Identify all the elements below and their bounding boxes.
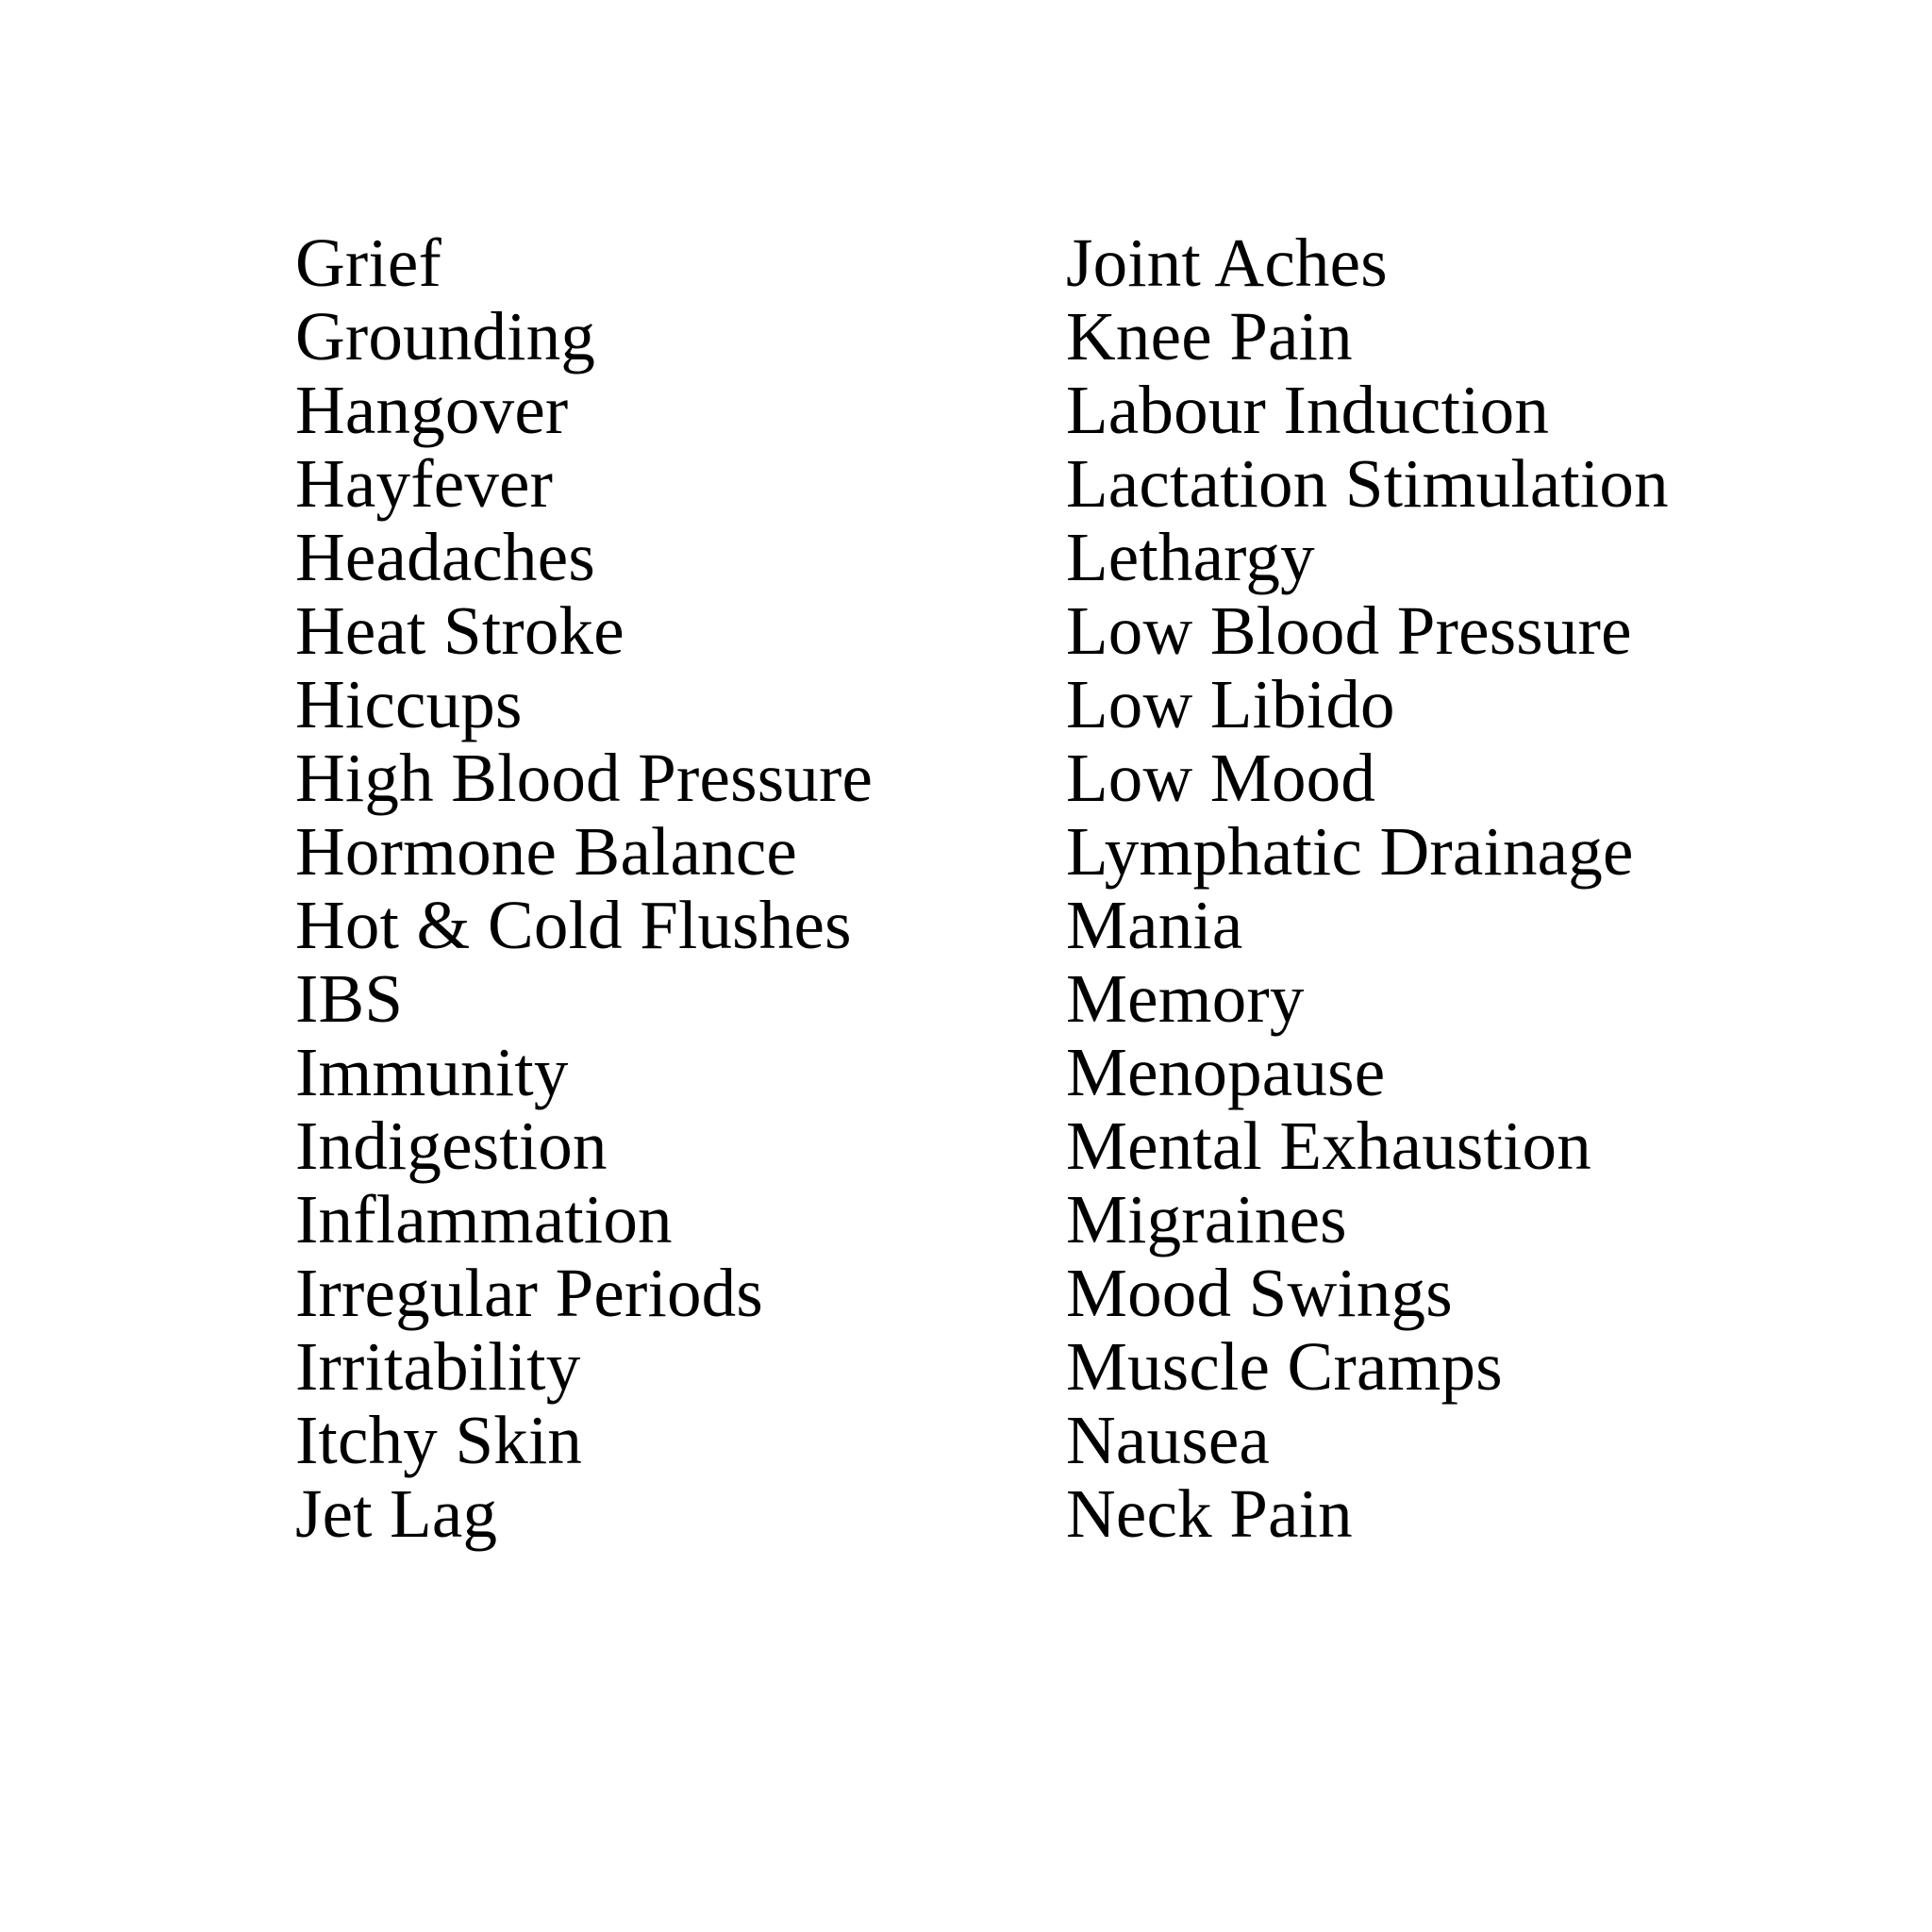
list-item: Hayfever <box>295 445 554 522</box>
list-item: Nausea <box>1066 1402 1271 1478</box>
list-item: Immunity <box>295 1034 569 1110</box>
list-item: Hiccups <box>295 666 523 742</box>
list-item: Hormone Balance <box>295 813 798 890</box>
list-item: Knee Pain <box>1066 298 1353 375</box>
list-item: Hot & Cold Flushes <box>295 887 852 963</box>
list-item: Irregular Periods <box>295 1255 763 1331</box>
list-item: Mental Exhaustion <box>1066 1108 1591 1184</box>
list-item: Jet Lag <box>295 1475 498 1552</box>
list-item: Low Mood <box>1066 740 1376 816</box>
list-item: Muscle Cramps <box>1066 1328 1503 1405</box>
list-item: Lactation Stimulation <box>1066 445 1669 522</box>
list-item: IBS <box>295 960 404 1037</box>
list-item: Hangover <box>295 372 569 448</box>
list-item: Low Blood Pressure <box>1066 592 1632 669</box>
list-item: Labour Induction <box>1066 372 1550 448</box>
list-item: Mood Swings <box>1066 1255 1453 1331</box>
list-item: Lymphatic Drainage <box>1066 813 1634 890</box>
list-item: Grounding <box>295 298 596 375</box>
list-item: Low Libido <box>1066 666 1395 742</box>
list-item: Inflammation <box>295 1181 673 1257</box>
list-item: Menopause <box>1066 1034 1386 1110</box>
list-item: Lethargy <box>1066 519 1315 595</box>
list-item: Grief <box>295 225 442 301</box>
list-item: Headaches <box>295 519 595 595</box>
list-item: Indigestion <box>295 1108 608 1184</box>
list-item: High Blood Pressure <box>295 740 874 816</box>
list-item: Irritability <box>295 1328 581 1405</box>
list-item: Neck Pain <box>1066 1475 1353 1552</box>
list-item: Memory <box>1066 960 1305 1037</box>
ailments-column-left <box>295 226 873 1551</box>
list-item: Itchy Skin <box>295 1402 583 1478</box>
list-item: Joint Aches <box>1066 225 1388 301</box>
list-item: Migraines <box>1066 1181 1347 1257</box>
list-item: Heat Stroke <box>295 592 625 669</box>
list-item: Mania <box>1066 887 1243 963</box>
ailments-column-right <box>1066 226 1669 1551</box>
